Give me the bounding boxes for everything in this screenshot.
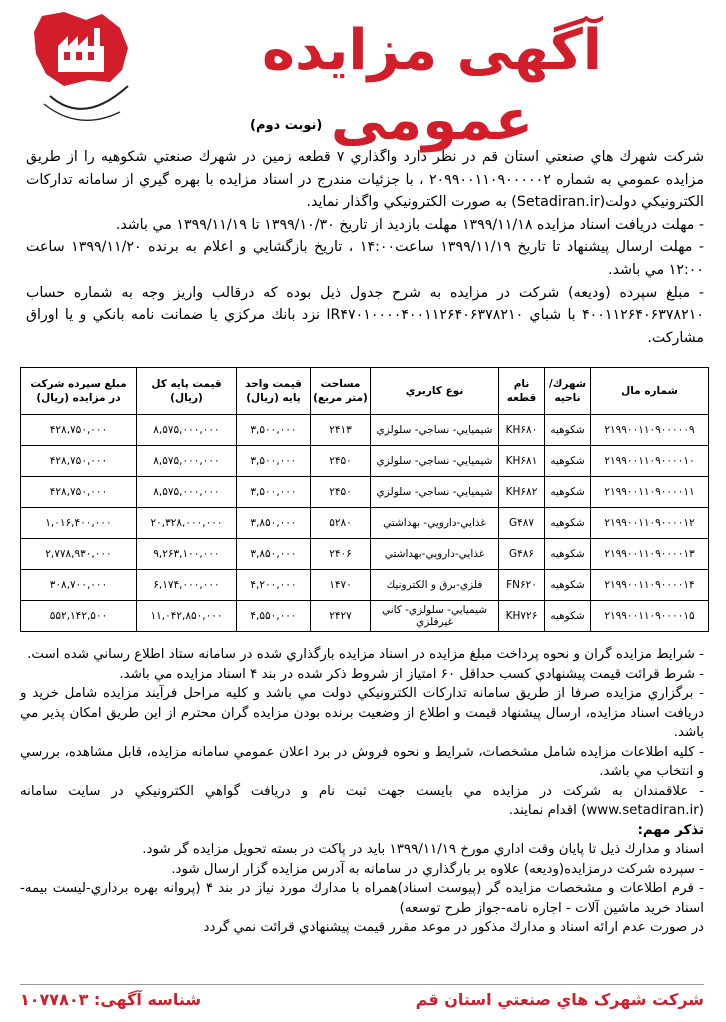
- table-row: [21, 415, 709, 446]
- table-cell: شيميايي- نساجي- سلولزي: [371, 415, 499, 446]
- table-cell: ۴۲۸,۷۵۰,۰۰۰: [21, 415, 137, 446]
- condition-item: - شرايط مزايده گران و نحوه پرداخت مبلغ مزايده در اسناد مزايده بارگذاري شده در سامانه ستاد اطلاع رساني شده است.: [27, 647, 704, 662]
- intro-paragraph: - مهلت ارسال پيشنهاد تا تاريخ ۱۳۹۹/۱۱/۱۹ ساعت۱۴:۰۰ ، تاريخ بازگشايي و اعلام به برنده ۱۳۹۹/۱۱/۲۰ ساعت ۱۲:۰۰ مي باشد.: [26, 239, 704, 278]
- table-cell: ۹,۲۶۳,۱۰۰,۰۰۰: [137, 539, 237, 570]
- factory-map-icon: [24, 8, 144, 133]
- table-header-row: [21, 368, 709, 415]
- table-cell: ۳,۸۵۰,۰۰۰: [237, 539, 311, 570]
- table-cell: ۱۱,۰۴۲,۸۵۰,۰۰۰: [137, 601, 237, 632]
- column-header: نوع كاربري: [371, 368, 499, 415]
- table-cell: ۸,۵۷۵,۰۰۰,۰۰۰: [137, 446, 237, 477]
- table-cell: غذايي-دارويي-بهداشتي: [371, 539, 499, 570]
- table-cell: ۱,۰۱۶,۴۰۰,۰۰۰: [21, 508, 137, 539]
- note-item: اسناد و مدارك ذيل تا پايان وقت اداري مورخ ۱۳۹۹/۱۱/۱۹ بايد در پاكت در بسته تحويل مزايده گر شود.: [142, 842, 704, 857]
- condition-item: - شرط قرائت قيمت پيشنهادي كسب حداقل ۶۰ امتياز از شروط ذكر شده در بند ۴ اسناد مزايده مي باشد.: [119, 666, 704, 682]
- table-cell: شيميايي- سلولزي- كاني غيرفلزي: [371, 601, 499, 632]
- intro-section: [26, 146, 704, 349]
- conditions-section: [20, 645, 704, 938]
- table-cell: شكوهيه: [545, 570, 591, 601]
- table-cell: ۳,۵۰۰,۰۰۰: [237, 415, 311, 446]
- page-title: آگهی مزایده عمومی: [261, 18, 603, 153]
- table-cell: ۲۱۹۹۰۰۱۱۰۹۰۰۰۰۱۱: [591, 477, 709, 508]
- table-cell: شكوهيه: [545, 415, 591, 446]
- table-cell: ۲۴۵۰: [311, 477, 371, 508]
- table-cell: ۳,۵۰۰,۰۰۰: [237, 446, 311, 477]
- note-item: - سپرده شركت درمزايده(وديعه) علاوه بر بارگذاري در سامانه به آدرس مزايده گزار ارسال شود.: [171, 861, 704, 877]
- table-cell: ۳,۸۵۰,۰۰۰: [237, 508, 311, 539]
- table-cell: ۲۱۹۹۰۰۱۱۰۹۰۰۰۰۱۰: [591, 446, 709, 477]
- table-row: [21, 508, 709, 539]
- table-cell: G۴۸۶: [499, 539, 545, 570]
- ad-code: شناسه آگهی: ۱۰۷۷۸۰۳: [20, 990, 202, 1009]
- table-cell: شيميايي- نساجي- سلولزي: [371, 477, 499, 508]
- table-cell: شكوهيه: [545, 477, 591, 508]
- intro-paragraph: - مبلغ سپرده (وديعه) شركت در مزايده به شرح جدول ذيل بوده كه درقالب واريز وجه به شماره حساب ۴۰۰۱۱۲۶۴۰۶۳۷۸۲۱۰ با شباي IR۴۷۰۱۰۰۰۰۴۰۰۱۱۲۶۴۰۶۳۷۸۲۱۰ نزد بانك مركزي يا ضمانت نامه بانكي و يا اوراق مشاركت.: [26, 284, 704, 346]
- table-cell: ۸,۵۷۵,۰۰۰,۰۰۰: [137, 415, 237, 446]
- column-header: شماره مال: [591, 368, 709, 415]
- company-logo: [24, 8, 144, 133]
- footer-divider: [20, 984, 704, 985]
- table-cell: شيميايي- نساجي- سلولزي: [371, 446, 499, 477]
- table-cell: ۳۰۸,۷۰۰,۰۰۰: [21, 570, 137, 601]
- table-cell: ۱۴۷۰: [311, 570, 371, 601]
- footer: [20, 990, 704, 1016]
- condition-item: - علاقمندان به شركت در مزايده مي بايست جهت ثبت نام و دريافت گواهي الكترونيكي در سايت سامانه (www.setadiran.ir) اقدام نمايند.: [20, 783, 704, 818]
- footer-company: شرکت شهرک هاي صنعتي استان قم: [415, 990, 704, 1009]
- table-cell: ۳,۵۰۰,۰۰۰: [237, 477, 311, 508]
- table-cell: ۲۱۹۹۰۰۱۱۰۹۰۰۰۰۱۲: [591, 508, 709, 539]
- table-row: [21, 570, 709, 601]
- table-cell: شكوهيه: [545, 446, 591, 477]
- table-cell: ۴۲۸,۷۵۰,۰۰۰: [21, 477, 137, 508]
- table-row: [21, 539, 709, 570]
- table-cell: فلزي-برق و الكترونيك: [371, 570, 499, 601]
- table-cell: KH۶۸۱: [499, 446, 545, 477]
- table-row: [21, 446, 709, 477]
- table-cell: ۲۱۹۹۰۰۱۱۰۹۰۰۰۰۱۳: [591, 539, 709, 570]
- table-cell: ۸,۵۷۵,۰۰۰,۰۰۰: [137, 477, 237, 508]
- table-cell: ۵۲۸۰: [311, 508, 371, 539]
- table-cell: شكوهيه: [545, 601, 591, 632]
- column-header: مبلغ سپرده شركت در مزايده (ريال): [21, 368, 137, 415]
- table-cell: شكوهيه: [545, 508, 591, 539]
- header: [0, 0, 726, 153]
- table-cell: FN۶۲۰: [499, 570, 545, 601]
- table-cell: ۲۴۱۳: [311, 415, 371, 446]
- table-cell: ۲۰,۳۲۸,۰۰۰,۰۰۰: [137, 508, 237, 539]
- column-header: قيمت واحد پايه (ريال): [237, 368, 311, 415]
- intro-paragraph: - مهلت دريافت اسناد مزايده ۱۳۹۹/۱۱/۱۸ مهلت بازديد از تاريخ ۱۳۹۹/۱۰/۳۰ تا ۱۳۹۹/۱۱/۱۹ مي باشد.: [115, 216, 704, 233]
- column-header: شهرك/ ناحيه: [545, 368, 591, 415]
- table-cell: ۲۴۲۷: [311, 601, 371, 632]
- table-cell: ۴۲۸,۷۵۰,۰۰۰: [21, 446, 137, 477]
- table-cell: KH۷۲۶: [499, 601, 545, 632]
- column-header: نام قطعه: [499, 368, 545, 415]
- table-cell: G۴۸۷: [499, 508, 545, 539]
- condition-item: - برگزاري مزايده صرفا از طريق سامانه تداركات الكترونيكي دولت مي باشد و كليه مراحل فرآيند مزايده شامل خريد و دريافت اسناد مزايده، ارسال پيشنهاد قيمت و اطلاع از وضعيت برنده بودن مزايده گران محترم از اين طريق امكان پذير مي باشد.: [20, 686, 704, 740]
- table-cell: ۲۱۹۹۰۰۱۱۰۹۰۰۰۰۰۹: [591, 415, 709, 446]
- table-row: [21, 601, 709, 632]
- column-header: قيمت پايه كل (ريال): [137, 368, 237, 415]
- table-cell: ۶,۱۷۴,۰۰۰,۰۰۰: [137, 570, 237, 601]
- table-cell: ۴,۵۵۰,۰۰۰: [237, 601, 311, 632]
- table-cell: ۵۵۲,۱۴۲,۵۰۰: [21, 601, 137, 632]
- condition-item: - كليه اطلاعات مزايده شامل مشخصات، شرايط و نحوه فروش در برد اعلان عمومي سامانه مزايده، قابل مشاهده، بررسي و انتخاب مي باشد.: [20, 744, 704, 779]
- table-cell: ۲۱۹۹۰۰۱۱۰۹۰۰۰۰۱۴: [591, 570, 709, 601]
- table-body: [21, 415, 709, 632]
- table-cell: KH۶۸۲: [499, 477, 545, 508]
- table-cell: ۴,۲۰۰,۰۰۰: [237, 570, 311, 601]
- table-cell: ۲۴۰۶: [311, 539, 371, 570]
- column-header: مساحت (متر مربع): [311, 368, 371, 415]
- table-row: [21, 477, 709, 508]
- intro-paragraph: شرکت شهرك هاي صنعتي استان قم در نظر دارد واگذاري ۷ قطعه زمين در شهرك صنعتي شكوهيه را از طريق مزايده عمومي به شماره ۲۰۹۹۰۰۱۱۰۹۰۰۰۰۰۲ ، با جزئيات مندرج در اسناد مزايده با بهره گيري از سامانه تداركات الكترونيكي دولت(Setadiran.ir) به صورت الكترونيكي واگذار نمايد.: [26, 149, 705, 211]
- table-cell: ۲,۷۷۸,۹۳۰,۰۰۰: [21, 539, 137, 570]
- table-cell: ۲۱۹۹۰۰۱۱۰۹۰۰۰۰۱۵: [591, 601, 709, 632]
- table-cell: ۲۴۵۰: [311, 446, 371, 477]
- subtitle: (نوبت دوم): [250, 118, 323, 133]
- lots-table: [20, 367, 709, 632]
- note-item: - فرم اطلاعات و مشخصات مزايده گر (پيوست اسناد)همراه با مدارك مورد نياز در بند ۴ (پروانه بهره برداري-ليست بيمه-اسناد خريد ماشين آلات - اجاره نامه-جواز طرح توسعه): [20, 881, 704, 916]
- note-item: در صورت عدم ارائه اسناد و مدارك مذكور در موعد مقرر قيمت پيشنهادي قرائت نمي گردد: [203, 920, 704, 935]
- table-cell: غذايي-دارويي- بهداشتي: [371, 508, 499, 539]
- table-cell: شكوهيه: [545, 539, 591, 570]
- table-cell: KH۶۸۰: [499, 415, 545, 446]
- notes-heading: تذکر مهم:: [637, 822, 704, 838]
